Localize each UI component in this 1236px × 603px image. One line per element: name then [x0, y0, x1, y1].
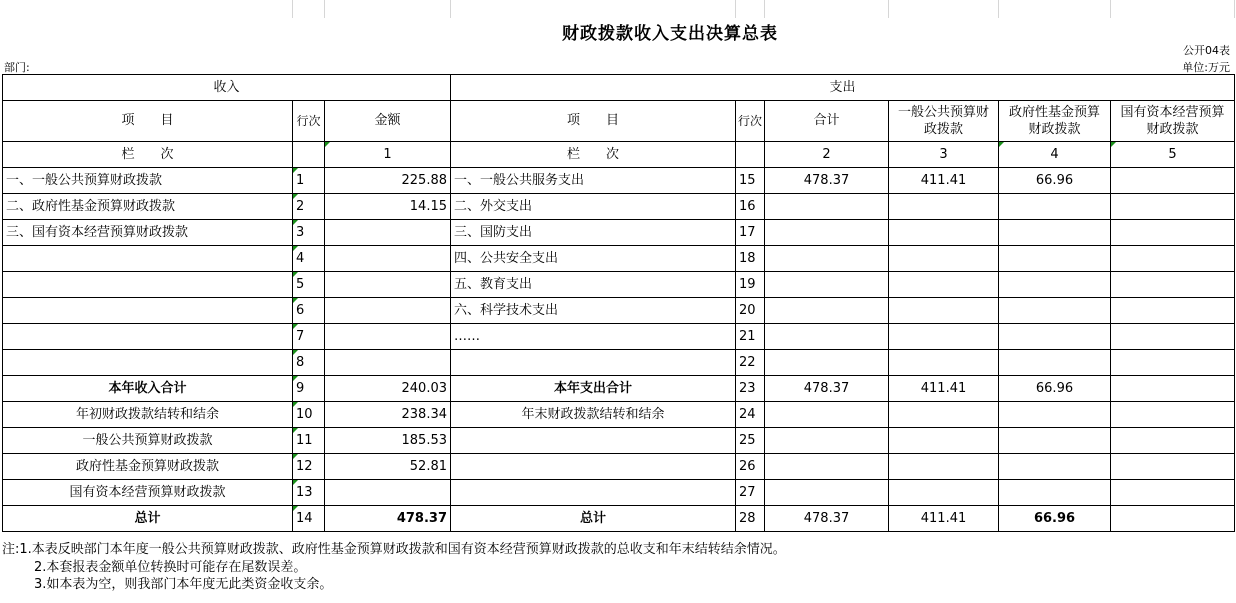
- table-row: [3, 272, 1235, 298]
- expense-row-no: 27: [736, 480, 765, 506]
- income-item: 总计: [3, 506, 293, 532]
- income-amount: [325, 272, 451, 298]
- table-row: [3, 454, 1235, 480]
- income-amount: 240.03: [325, 376, 451, 402]
- column-index-5: 5: [1111, 142, 1235, 168]
- income-row-no: 11: [293, 428, 325, 454]
- general-budget-amount: [889, 402, 999, 428]
- general-budget-amount: [889, 454, 999, 480]
- income-amount: 238.34: [325, 402, 451, 428]
- expense-item: [451, 480, 736, 506]
- income-amount: 14.15: [325, 194, 451, 220]
- expense-row-no: 28: [736, 506, 765, 532]
- income-row-no: 2: [293, 194, 325, 220]
- income-row-no: 14: [293, 506, 325, 532]
- income-item: [3, 324, 293, 350]
- income-row-no: 12: [293, 454, 325, 480]
- general-budget-amount: [889, 350, 999, 376]
- expense-item: [451, 350, 736, 376]
- income-amount: [325, 298, 451, 324]
- state-capital-amount: [1111, 376, 1235, 402]
- state-capital-amount: [1111, 506, 1235, 532]
- general-budget-header: 一般公共预算财政拨款: [889, 101, 999, 142]
- state-capital-amount: [1111, 480, 1235, 506]
- expense-total: 478.37: [765, 506, 889, 532]
- expense-row-no: 18: [736, 246, 765, 272]
- fund-budget-amount: [999, 350, 1111, 376]
- general-budget-amount: [889, 480, 999, 506]
- income-row-no: 6: [293, 298, 325, 324]
- income-item: 三、国有资本经营预算财政拨款: [3, 220, 293, 246]
- expense-item: 五、教育支出: [451, 272, 736, 298]
- column-index-label-expense: 栏 次: [451, 142, 736, 168]
- expense-row-no: 26: [736, 454, 765, 480]
- expense-total: 478.37: [765, 376, 889, 402]
- state-capital-amount: [1111, 324, 1235, 350]
- expense-total: 478.37: [765, 168, 889, 194]
- income-row-no-header: 行次: [293, 101, 325, 142]
- expense-row-no: 22: [736, 350, 765, 376]
- footnotes: [2, 541, 786, 594]
- income-row-no: 4: [293, 246, 325, 272]
- table-row: [3, 324, 1235, 350]
- table-row: [3, 246, 1235, 272]
- general-budget-amount: [889, 298, 999, 324]
- column-index-1: 1: [325, 142, 451, 168]
- column-index-label: 栏 次: [3, 142, 293, 168]
- expense-item: 四、公共安全支出: [451, 246, 736, 272]
- expense-row-no: 20: [736, 298, 765, 324]
- general-budget-amount: [889, 428, 999, 454]
- department-label: 部门:: [4, 61, 30, 74]
- expense-item: ……: [451, 324, 736, 350]
- state-capital-amount: [1111, 298, 1235, 324]
- income-section-header: 收入: [3, 75, 451, 101]
- fund-budget-amount: [999, 246, 1111, 272]
- fund-budget-amount: 66.96: [999, 168, 1111, 194]
- fund-budget-amount: 66.96: [999, 506, 1111, 532]
- expense-row-no: 23: [736, 376, 765, 402]
- table-row: [3, 480, 1235, 506]
- expense-row-no: 16: [736, 194, 765, 220]
- expense-item: 年末财政拨款结转和结余: [451, 402, 736, 428]
- expense-section-header: 支出: [451, 75, 1235, 101]
- expense-total: [765, 246, 889, 272]
- income-item: 国有资本经营预算财政拨款: [3, 480, 293, 506]
- income-item: [3, 272, 293, 298]
- form-code: 公开04表: [1183, 44, 1230, 57]
- fund-budget-amount: [999, 220, 1111, 246]
- state-capital-amount: [1111, 350, 1235, 376]
- income-item: 一、一般公共预算财政拨款: [3, 168, 293, 194]
- expense-item: [451, 428, 736, 454]
- income-item: 二、政府性基金预算财政拨款: [3, 194, 293, 220]
- expense-total: [765, 194, 889, 220]
- table-row: [3, 428, 1235, 454]
- expense-row-no: 17: [736, 220, 765, 246]
- income-amount: 185.53: [325, 428, 451, 454]
- income-row-no: 10: [293, 402, 325, 428]
- spreadsheet-gridlines: [0, 0, 1236, 18]
- table-row: [3, 168, 1235, 194]
- income-item: 本年收入合计: [3, 376, 293, 402]
- income-row-no: 13: [293, 480, 325, 506]
- expense-row-no: 25: [736, 428, 765, 454]
- expense-total: [765, 480, 889, 506]
- general-budget-amount: [889, 324, 999, 350]
- column-index-4: 4: [999, 142, 1111, 168]
- fund-budget-amount: [999, 428, 1111, 454]
- expense-total: [765, 350, 889, 376]
- column-index-blank-expense: [736, 142, 765, 168]
- expense-item: 本年支出合计: [451, 376, 736, 402]
- state-capital-header: 国有资本经营预算财政拨款: [1111, 101, 1235, 142]
- footnote-2: 2.本套报表金额单位转换时可能存在尾数误差。: [34, 559, 307, 575]
- expense-row-no: 15: [736, 168, 765, 194]
- income-amount: 225.88: [325, 168, 451, 194]
- income-row-no: 1: [293, 168, 325, 194]
- income-row-no: 3: [293, 220, 325, 246]
- footnote-3: 3.如本表为空，则我部门本年度无此类资金收支余。: [34, 577, 333, 592]
- income-amount-header: 金额: [325, 101, 451, 142]
- general-budget-amount: [889, 246, 999, 272]
- fund-budget-amount: [999, 298, 1111, 324]
- income-row-no: 8: [293, 350, 325, 376]
- expense-item: 六、科学技术支出: [451, 298, 736, 324]
- fund-budget-amount: 66.96: [999, 376, 1111, 402]
- table-row: [3, 506, 1235, 532]
- income-amount: [325, 480, 451, 506]
- income-amount: [325, 220, 451, 246]
- state-capital-amount: [1111, 428, 1235, 454]
- general-budget-amount: [889, 272, 999, 298]
- expense-item: 一、一般公共服务支出: [451, 168, 736, 194]
- general-budget-amount: [889, 220, 999, 246]
- income-amount: [325, 246, 451, 272]
- expense-row-no: 21: [736, 324, 765, 350]
- state-capital-amount: [1111, 402, 1235, 428]
- column-index-3: 3: [889, 142, 999, 168]
- state-capital-amount: [1111, 272, 1235, 298]
- income-amount: 478.37: [325, 506, 451, 532]
- table-row: [3, 298, 1235, 324]
- footnote-1: 注:1.本表反映部门本年度一般公共预算财政拨款、政府性基金预算财政拨款和国有资本经营预算财政拨款的总收支和年末结转结余情况。: [2, 542, 786, 557]
- table-row: [3, 194, 1235, 220]
- income-amount: [325, 350, 451, 376]
- expense-item: 二、外交支出: [451, 194, 736, 220]
- income-row-no: 5: [293, 272, 325, 298]
- state-capital-amount: [1111, 220, 1235, 246]
- column-index-blank: [293, 142, 325, 168]
- income-item: [3, 350, 293, 376]
- expense-item: [451, 454, 736, 480]
- expense-total: [765, 272, 889, 298]
- budget-table: [2, 74, 1235, 532]
- expense-row-no: 24: [736, 402, 765, 428]
- report-title: 财政拨款收入支出决算总表: [562, 24, 778, 44]
- unit-label: 单位:万元: [1182, 61, 1230, 74]
- expense-total: [765, 298, 889, 324]
- expense-total: [765, 220, 889, 246]
- expense-total-header: 合计: [765, 101, 889, 142]
- expense-total: [765, 402, 889, 428]
- expense-item: 三、国防支出: [451, 220, 736, 246]
- fund-budget-amount: [999, 480, 1111, 506]
- expense-row-no-header: 行次: [736, 101, 765, 142]
- state-capital-amount: [1111, 454, 1235, 480]
- fund-budget-amount: [999, 454, 1111, 480]
- expense-item-header: 项 目: [451, 101, 736, 142]
- general-budget-amount: 411.41: [889, 376, 999, 402]
- table-row: [3, 402, 1235, 428]
- fund-budget-amount: [999, 402, 1111, 428]
- income-amount: [325, 324, 451, 350]
- state-capital-amount: [1111, 168, 1235, 194]
- income-item: 年初财政拨款结转和结余: [3, 402, 293, 428]
- income-item: [3, 246, 293, 272]
- fund-budget-amount: [999, 194, 1111, 220]
- state-capital-amount: [1111, 246, 1235, 272]
- income-item: [3, 298, 293, 324]
- income-row-no: 9: [293, 376, 325, 402]
- expense-total: [765, 428, 889, 454]
- table-row: [3, 350, 1235, 376]
- state-capital-amount: [1111, 194, 1235, 220]
- expense-item: 总计: [451, 506, 736, 532]
- income-item: 政府性基金预算财政拨款: [3, 454, 293, 480]
- income-item: 一般公共预算财政拨款: [3, 428, 293, 454]
- expense-row-no: 19: [736, 272, 765, 298]
- expense-total: [765, 454, 889, 480]
- general-budget-amount: [889, 194, 999, 220]
- general-budget-amount: 411.41: [889, 168, 999, 194]
- income-item-header: 项 目: [3, 101, 293, 142]
- expense-total: [765, 324, 889, 350]
- income-amount: 52.81: [325, 454, 451, 480]
- table-row: [3, 376, 1235, 402]
- fund-budget-amount: [999, 272, 1111, 298]
- general-budget-amount: 411.41: [889, 506, 999, 532]
- income-row-no: 7: [293, 324, 325, 350]
- fund-budget-header: 政府性基金预算财政拨款: [999, 101, 1111, 142]
- table-row: [3, 220, 1235, 246]
- fund-budget-amount: [999, 324, 1111, 350]
- column-index-2: 2: [765, 142, 889, 168]
